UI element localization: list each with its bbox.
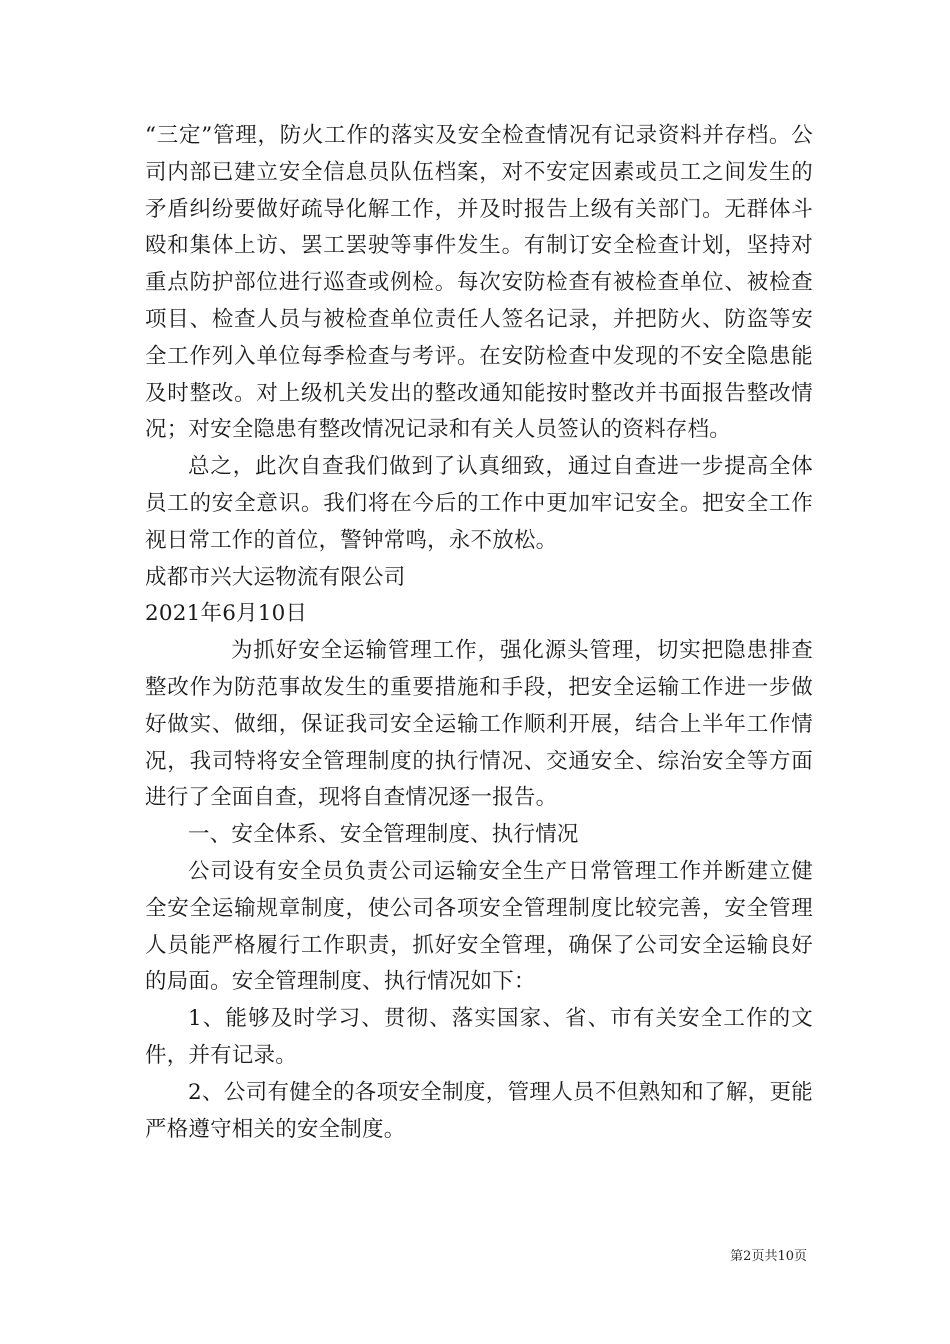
company-signature: 成都市兴大运物流有限公司	[145, 564, 406, 590]
paragraph-records: “三定”管理，防火工作的落实及安全检查情况有记录资料并存档。公司内部已建立安全信息员队伍档案，对不安定因素或员工之间发生的矛盾纠纷要做好疏导化解工作，并及时报告上级有关部门。无群体斗殴和集体上访、罢工罢驶等事件发生。有制订安全检查计划，坚持对重点防护部位进行巡查或例检。每次安防检查有被检查单位、被检查项目、检查人员与被检查单位责任人签名记录，并把防火、防盗等安全工作列入单位每季检查与考评。在安防检查中发现的不安全隐患能及时整改。对上级机关发出的整改通知能按时整改并书面报告整改情况；对安全隐患有整改情况记录和有关人员签认的资料存档。	[145, 123, 813, 443]
section-heading-safety-system: 一、安全体系、安全管理制度、执行情况	[188, 822, 579, 848]
signature-date: 2021年6月10日	[145, 601, 308, 627]
paragraph-safety-officer: 公司设有安全员负责公司运输安全生产日常管理工作并断建立健全安全运输规章制度，使公司各项安全管理制度比较完善，安全管理人员能严格履行工作职责，抓好安全管理，确保了公司安全运输良好的局面。安全管理制度、执行情况如下：	[145, 858, 813, 995]
document-body	[145, 118, 813, 1148]
list-item-2: 2、公司有健全的各项安全制度，管理人员不但熟知和了解，更能严格遵守相关的安全制度。	[145, 1079, 813, 1142]
list-item-1: 1、能够及时学习、贯彻、落实国家、省、市有关安全工作的文件，并有记录。	[145, 1006, 813, 1068]
paragraph-conclusion: 总之，此次自查我们做到了认真细致，通过自查进一步提高全体员工的安全意识。我们将在今后的工作中更加牢记安全。把安全工作视日常工作的首位，警钟常鸣，永不放松。	[145, 454, 813, 553]
page-number: 第2页共10页	[730, 1249, 807, 1264]
paragraph-introduction: 为抓好安全运输管理工作，强化源头管理，切实把隐患排查整改作为防范事故发生的重要措施和手段，把安全运输工作进一步做好做实、做细，保证我司安全运输工作顺利开展，结合上半年工作情况，我司特将安全管理制度的执行情况、交通安全、综治安全等方面进行了全面自查，现将自查情况逐一报告。	[145, 638, 813, 811]
